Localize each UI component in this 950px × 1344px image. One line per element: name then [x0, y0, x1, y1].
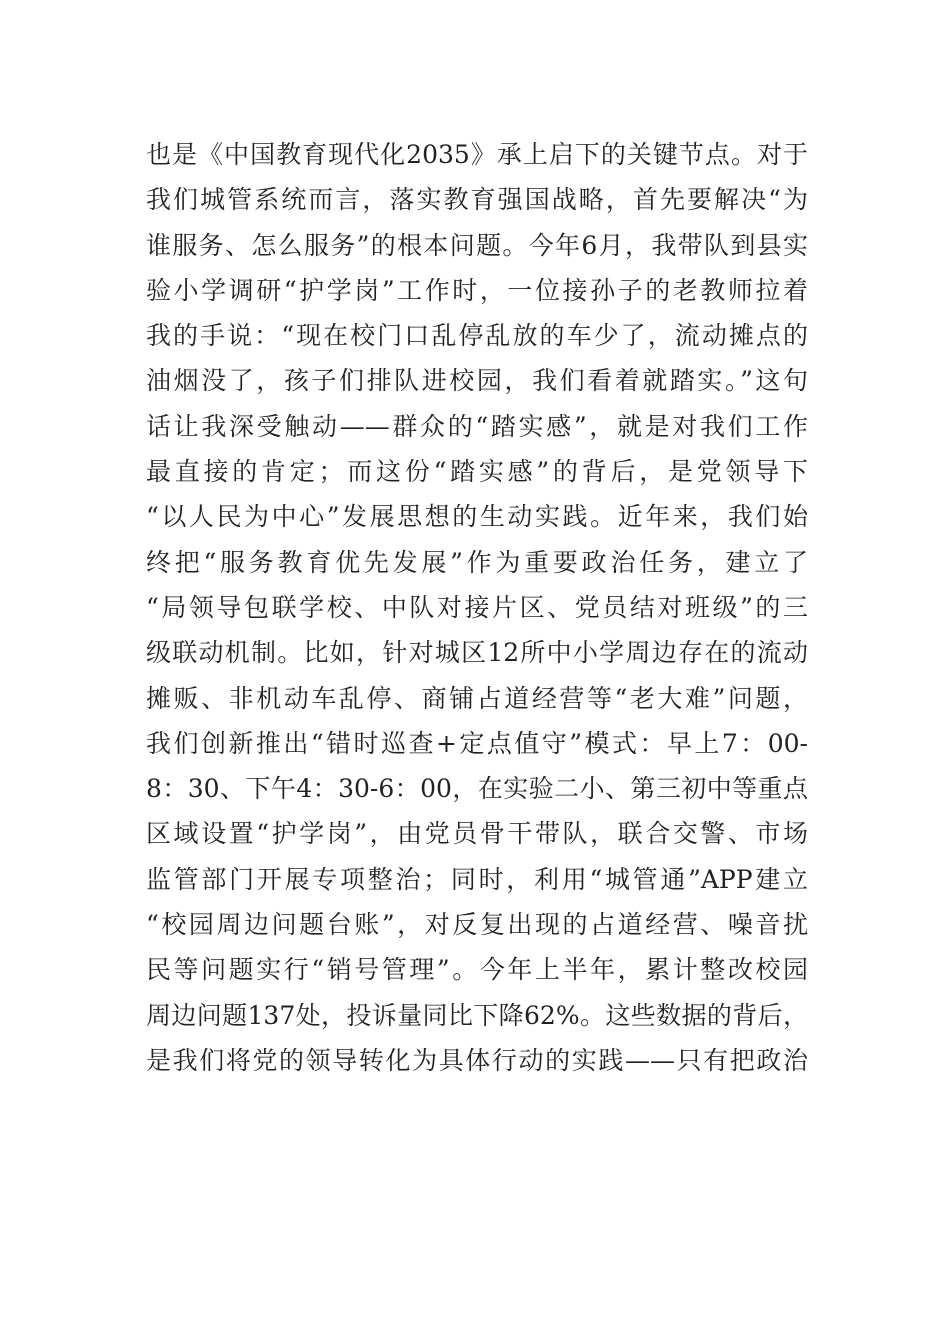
text-line: 话让我深受触动——群众的“踏实感”，就是对我们工作	[146, 411, 808, 441]
text-line: 区域设置“护学岗”，由党员骨干带队，联合交警、市场	[146, 819, 808, 849]
text-line: 8：30、下午4：30-6：00，在实验二小、第三初中等重点	[146, 774, 808, 804]
text-line: 终把“服务教育优先发展”作为重要政治任务，建立了	[146, 547, 808, 577]
text-line: 油烟没了，孩子们排队进校园，我们看着就踏实。”这句	[146, 366, 808, 396]
text-line: 我们城管系统而言，落实教育强国战略，首先要解决“为	[146, 185, 808, 215]
text-line: 谁服务、怎么服务”的根本问题。今年6月，我带队到县实	[146, 230, 808, 260]
text-line: 我的手说：“现在校门口乱停乱放的车少了，流动摊点的	[146, 321, 808, 351]
text-line: 民等问题实行“销号管理”。今年上半年，累计整改校园	[146, 955, 808, 985]
text-line: “以人民为中心”发展思想的生动实践。近年来，我们始	[146, 502, 808, 532]
text-line: 监管部门开展专项整治；同时，利用“城管通”APP建立	[146, 864, 808, 894]
text-line: 我们创新推出“错时巡查+定点值守”模式：早上7：00-	[146, 728, 808, 758]
text-line: 级联动机制。比如，针对城区12所中小学周边存在的流动	[146, 638, 808, 668]
text-line: 最直接的肯定；而这份“踏实感”的背后，是党领导下	[146, 457, 808, 487]
text-line: 也是《中国教育现代化2035》承上启下的关键节点。对于	[146, 140, 808, 169]
text-line: “局领导包联学校、中队对接片区、党员结对班级”的三	[146, 592, 808, 622]
text-line: 摊贩、非机动车乱停、商铺占道经营等“老大难”问题，	[146, 683, 808, 713]
body-text	[146, 132, 808, 1083]
text-line: 周边问题137处，投诉量同比下降62%。这些数据的背后，	[146, 1000, 808, 1030]
text-line: 验小学调研“护学岗”工作时，一位接孙子的老教师拉着	[146, 275, 808, 305]
text-line: 是我们将党的领导转化为具体行动的实践——只有把政治	[146, 1045, 808, 1075]
text-line: “校园周边问题台账”，对反复出现的占道经营、噪音扰	[146, 910, 808, 940]
